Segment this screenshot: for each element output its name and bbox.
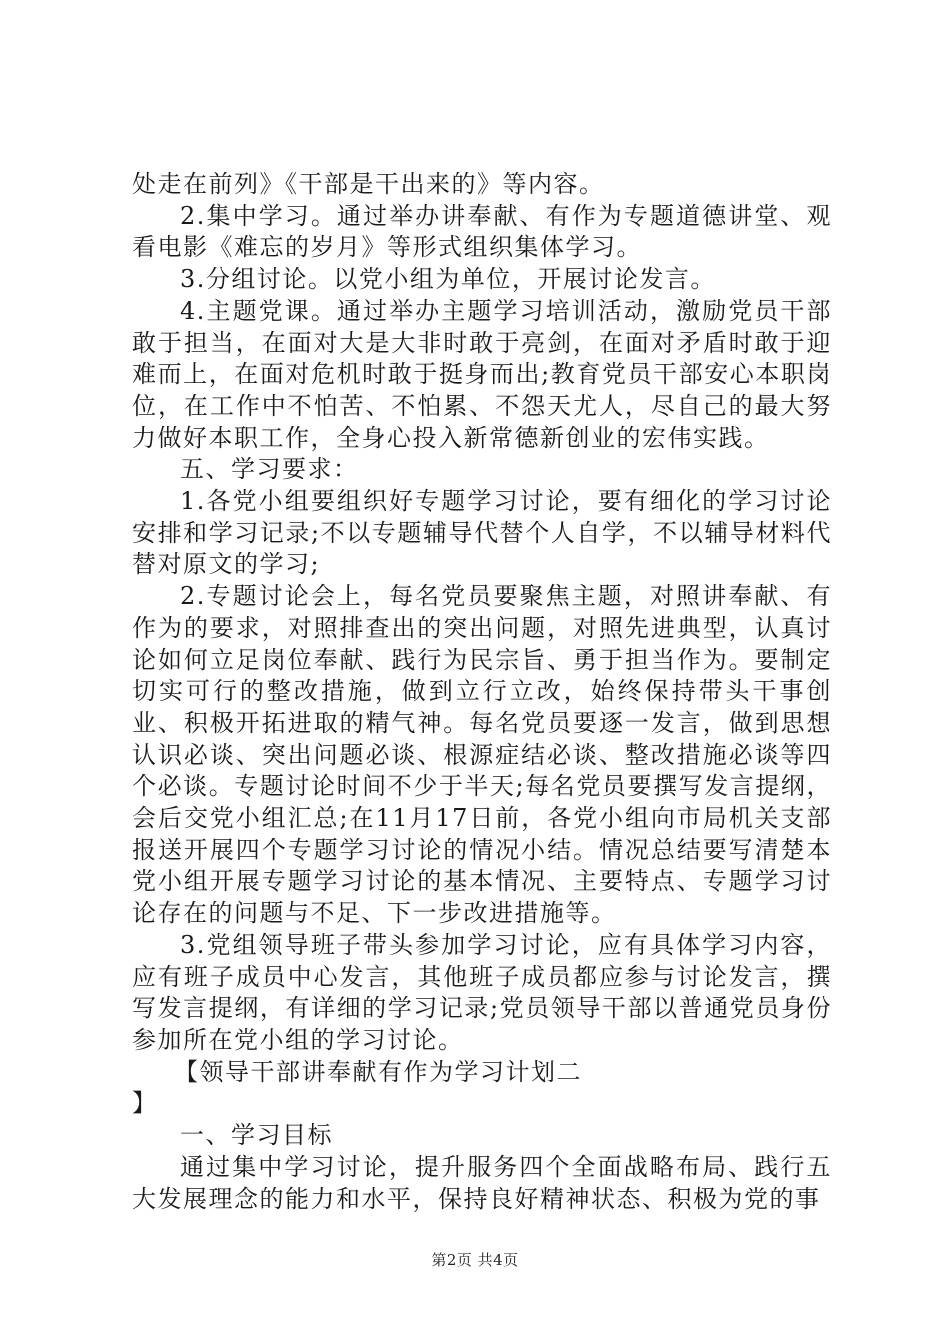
section-title-plan-two: 【领导干部讲奉献有作为学习计划二 [174, 1057, 582, 1086]
document-body [132, 169, 832, 1215]
section-title-bracket-close: 】 [132, 1089, 158, 1118]
paragraph-goals: 通过集中学习讨论，提升服务四个全面战略布局、践行五大发展理念的能力和水平，保持良好精神状态、积极为党的事 [132, 1152, 832, 1213]
paragraph-requirement-2: 2.专题讨论会上，每名党员要聚焦主题，对照讲奉献、有作为的要求，对照排查出的突出问题，对照先进典型，认真讨论如何立足岗位奉献、践行为民宗旨、勇于担当作为。要制定切实可行的整改措施，做到立行立改，始终保持带头干事创业、积极开拓进取的精气神。每名党员要逐一发言，做到思想认识必谈、突出问题必谈、根源症结必谈、整改措施必谈等四个必谈。专题讨论时间不少于半天;每名党员要撰写发言提纲，会后交党小组汇总;在11月17日前，各党小组向市局机关支部报送开展四个专题学习讨论的情况小结。情况总结要写清楚本党小组开展专题学习讨论的基本情况、主要特点、专题学习讨论存在的问题与不足、下一步改进措施等。 [132, 582, 832, 928]
section-heading-requirements: 五、学习要求： [180, 455, 359, 484]
paragraph-item-3: 3.分组讨论。以党小组为单位，开展讨论发言。 [180, 265, 716, 294]
paragraph-continuation: 处走在前列》《干部是干出来的》等内容。 [132, 170, 605, 198]
paragraph-requirement-1: 1.各党小组要组织好专题学习讨论，要有细化的学习讨论安排和学习记录;不以专题辅导代替个人自学，不以辅导材料代替对原文的学习; [132, 487, 832, 579]
paragraph-requirement-3: 3.党组领导班子带头参加学习讨论，应有具体学习内容，应有班子成员中心发言，其他班子成员都应参与讨论发言，撰写发言提纲，有详细的学习记录;党员领导干部以普通党员身份参加所在党小组的学习讨论。 [132, 930, 832, 1054]
paragraph-item-2: 2.集中学习。通过举办讲奉献、有作为专题道德讲堂、观看电影《难忘的岁月》等形式组织集体学习。 [132, 201, 832, 262]
page-footer: 第2页 共4页 [431, 1251, 519, 1269]
paragraph-item-4: 4.主题党课。通过举办主题学习培训活动，激励党员干部敢于担当，在面对大是大非时敢于亮剑，在面对矛盾时敢于迎难而上，在面对危机时敢于挺身而出;教育党员干部安心本职岗位，在工作中不怕苦、不怕累、不怨天尤人，尽自己的最大努力做好本职工作，全身心投入新常德新创业的宏伟实践。 [132, 296, 832, 452]
section-heading-goals: 一、学习目标 [180, 1121, 333, 1150]
